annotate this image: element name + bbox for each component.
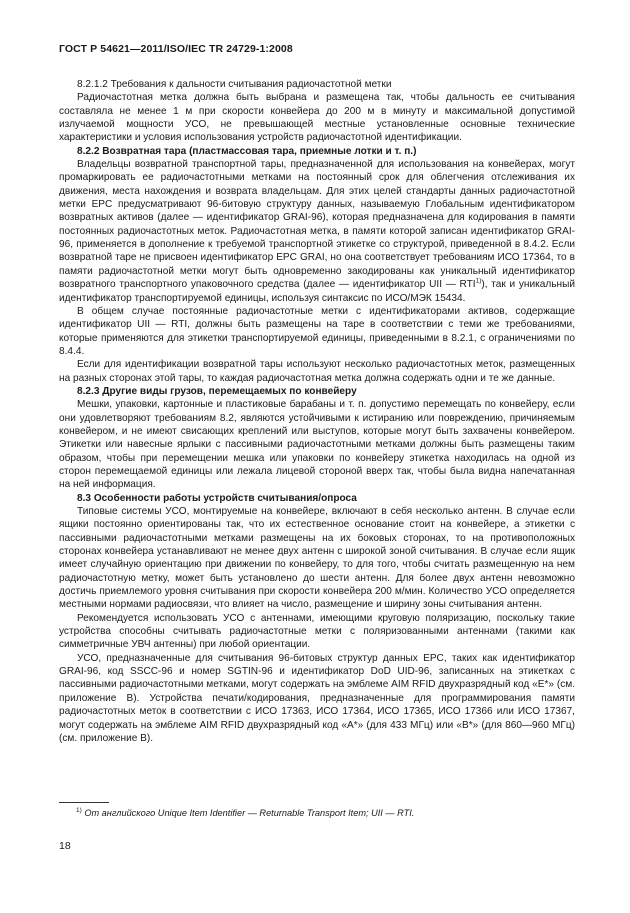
footnote-marker: 1): [76, 806, 82, 814]
section-heading-8-2-2: 8.2.2 Возвратная тара (пластмассовая тара, приемные лотки и т. п.): [77, 145, 417, 157]
paragraph: Мешки, упаковки, картонные и пластиковые барабаны и т. п. допустимо перемещать по конвейеру, если они удовлетворяют требованиям 8.2, являются устойчивыми к истиранию или повреждению, причиняемым конвейером, и не имеют свисающих креплений или выступов, которые могут быть захвачены конвейером. Этикетки или навесные ярлыки с пассивными радиочастотными метками должны быть размещены таким образом, чтобы при перемещении мешка или упаковки по конвейеру этикетка находилась на одной из сторон перемещаемой единицы или лежала лицевой стороной вверх так, чтобы была видна напечатанная на ней информация.: [59, 399, 575, 491]
paragraph: Рекомендуется использовать УСО с антеннами, имеющими круговую поляризацию, поскольку такие устройства способны считывать радиочастотные метки с поляризованными антеннами (такими как симметричные УВЧ антенны) при любой ориентации.: [59, 612, 575, 651]
paragraph: УСО, предназначенные для считывания 96-битовых структур данных EPC, таких как идентификатор GRAI-96, код SSCC-96 и номер SGTIN-96 и идентификатор DoD UID-96, записанных на этикетках с пассивными радиочастотными метками, могут содержать на эмблеме AIM RFID двухразрядный код «E*» (см. приложение В). Устройства печати/кодирования, предназначенные для программирования памяти радиочастотных меток в соответствии с ИСО 17363, ИСО 17364, ИСО 17365, ИСО 17366 или ИСО 17367, могут содержать на эмблеме AIM RFID двухразрядный код «A*» (для 433 МГц) или «B*» (для 860—960 МГц) (см. приложение В).: [59, 652, 575, 744]
document-body: [59, 78, 575, 745]
section-heading-8-2-3: 8.2.3 Другие виды грузов, перемещаемых по конвейеру: [77, 385, 357, 397]
document-header: ГОСТ Р 54621—2011/ISO/IEC TR 24729-1:2008: [59, 43, 293, 55]
footnote: [76, 808, 414, 818]
footnote-divider: [59, 802, 109, 803]
section-heading-8-2-1-2: 8.2.1.2 Требования к дальности считывания радиочастотной метки: [77, 79, 392, 90]
paragraph-text: Владельцы возвратной транспортной тары, предназначенной для использования на конвейерах, могут промаркировать ее радиочастотными метками на постоянный срок для облегчения отслеживания их движения, места нахождения и возврата владельцам. Для этих целей стандарты данных радиочастотной метки EPC предусматривают 96-битовую структуру данных, называемую Глобальным идентификатором возвратных активов (далее — идентификатор GRAI-96), которая предназначена для кодирования в памяти постоянных радиочастотных меток. Радиочастотная метка, в памяти которой записан идентификатор GRAI-96, применяется в дополнение к требуемой транспортной этикетке со структурой, приведенной в 8.4.2. Если возвратной таре не присвоен идентификатор EPC GRAI, но она соответствует требованиям ИСО 17364, то в памяти радиочастотной метки могут быть одновременно закодированы как уникальный идентификатор возвратного транспортного упаковочного средства (далее — идентификатор UII — RTI: [59, 159, 575, 291]
paragraph: [59, 158, 575, 305]
section-heading-8-3: 8.3 Особенности работы устройств считывания/опроса: [77, 492, 357, 504]
paragraph: Радиочастотная метка должна быть выбрана и размещена так, чтобы дальность ее считывания составляла не менее 1 м при скорости конвейера до 200 м в минуту и максимальной допустимой излучаемой мощности УСО, не превышающей местные установленные основные технические характеристики и условия использования устройств радиочастотной идентификации.: [59, 92, 575, 144]
paragraph-text-continued: ), так и уникальный идентификатор транспортируемой единицы, используя синтаксис по ИСО/МЭК 15434.: [59, 279, 575, 304]
footnote-reference: 1): [475, 277, 482, 285]
page-number: 18: [59, 840, 71, 852]
paragraph: Типовые системы УСО, монтируемые на конвейере, включают в себя несколько антенн. В случае если ящики постоянно ориентированы так, что их естественное основание стоит на конвейере, а этикетки с пассивными радиочастотными метками размещены на их боковых сторонах, то на противоположных сторонах конвейера устанавливают не менее двух антенн с широкой зоной считывания. В случае если ящик имеет случайную ориентацию при движении по конвейеру, то для того, чтобы считать размещенную на нем радиочастотную метку, может быть установлено до шести антенн. Для более двух антенн невозможно достичь приемлемого уровня считывания при скорости конвейера 200 м/мин. Количество УСО определяется местными нормами радиосвязи, что влияет на число, размещение и ширину зоны считывания антенн.: [59, 506, 575, 611]
paragraph: Если для идентификации возвратной тары используют несколько радиочастотных меток, размещенных на разных сторонах этой тары, то каждая радиочастотная метка должна содержать одни и те же данные.: [59, 359, 575, 384]
footnote-text: От английского Unique Item Identifier — Returnable Transport Item; UII — RTI.: [81, 808, 415, 818]
paragraph: В общем случае постоянные радиочастотные метки с идентификаторами активов, содержащие идентификатор UII — RTI, должны быть размещены на таре в соответствии с теми же требованиями, которые применяются для этикетки транспортируемой единицы, приведенными в 8.2.1, с ограничениями по 8.4.4.: [59, 305, 575, 357]
